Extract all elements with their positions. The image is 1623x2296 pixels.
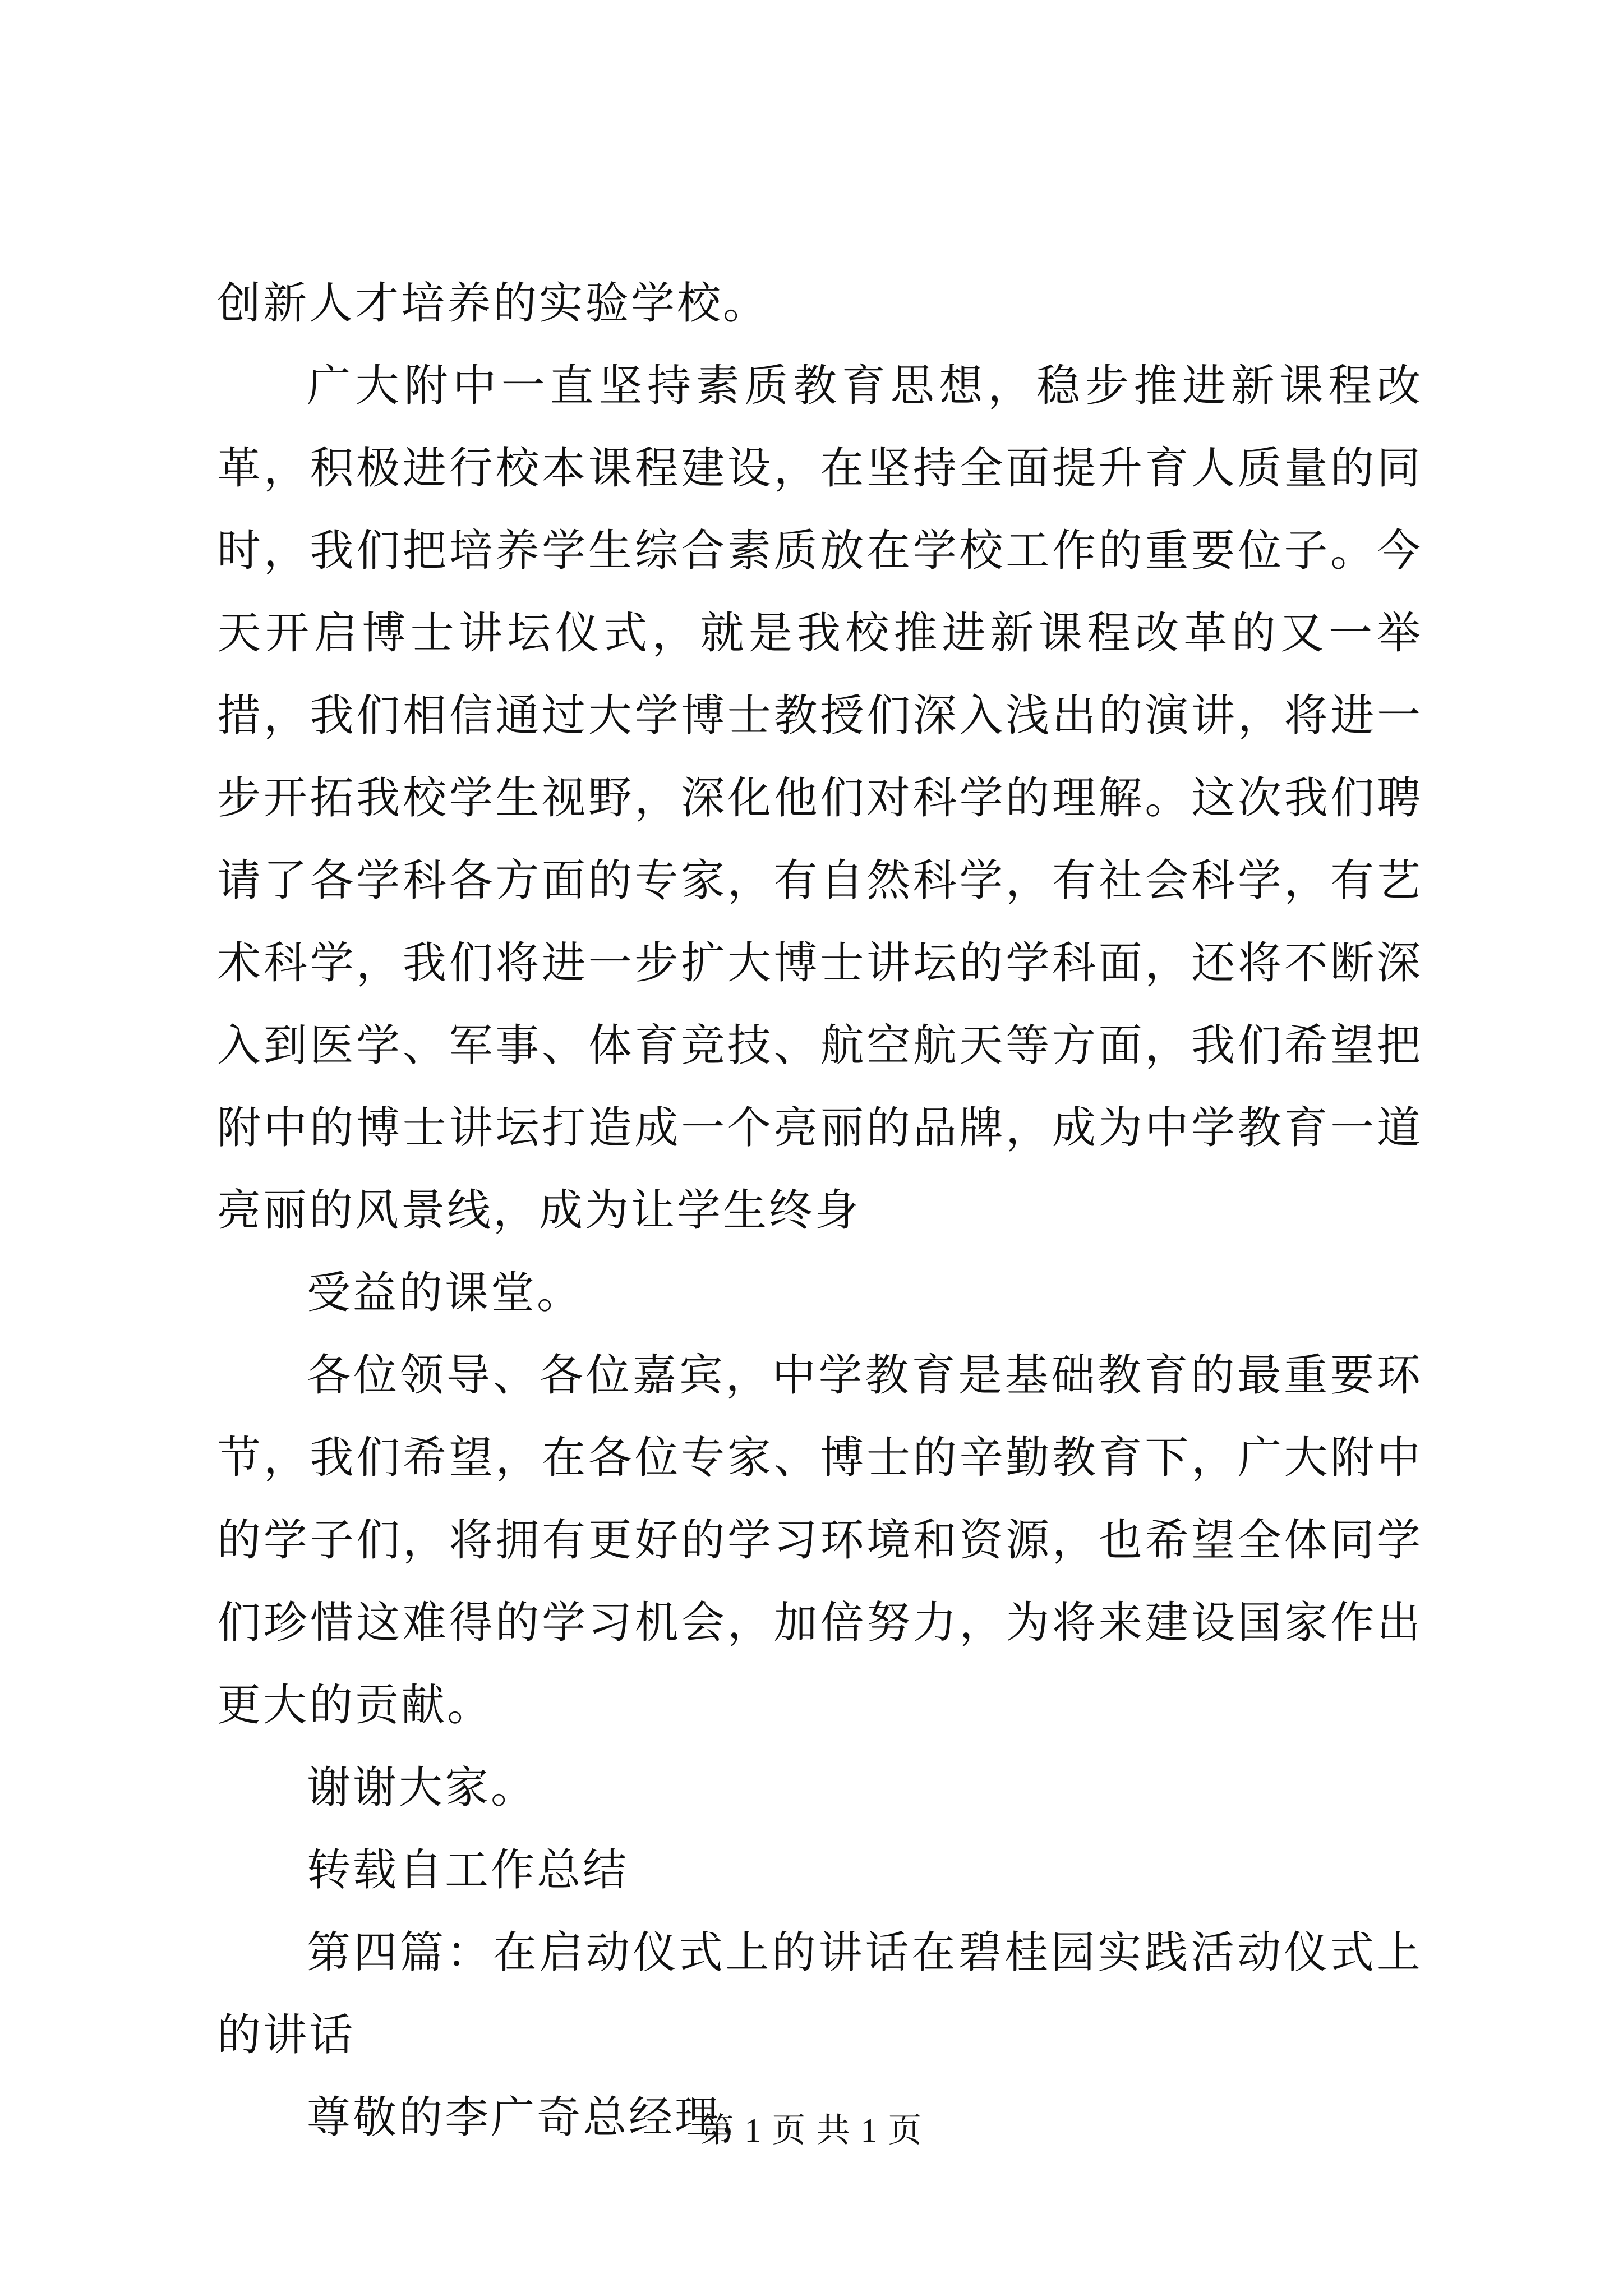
paragraph-7: 第四篇：在启动仪式上的讲话在碧桂园实践活动仪式上的讲话 <box>217 1927 1423 2060</box>
paragraph-3: 受益的课堂。 <box>307 1268 583 1318</box>
page-footer: 第 1 页 共 1 页 <box>700 2112 923 2149</box>
paragraph-6: 转载自工作总结 <box>307 1845 629 1895</box>
paragraph-8: 尊敬的李广奇总经理， <box>307 2092 767 2143</box>
paragraph-2: 广大附中一直坚持素质教育思想，稳步推进新课程改革，积极进行校本课程建设，在坚持全面提升育人质量的同时，我们把培养学生综合素质放在学校工作的重要位子。今天开启博士讲坛仪式，就是我校推进新课程改革的又一举措，我们相信通过大学博士教授们深入浅出的演讲，将进一步开拓我校学生视野，深化他们对科学的理解。这次我们聘请了各学科各方面的专家，有自然科学，有社会科学，有艺术科学，我们将进一步扩大博士讲坛的学科面，还将不断深入到医学、军事、体育竞技、航空航天等方面，我们希望把附中的博士讲坛打造成一个亮丽的品牌，成为中学教育一道亮丽的风景线，成为让学生终身 <box>217 361 1423 1236</box>
document-body <box>217 263 1423 2159</box>
paragraph-1: 创新人才培养的实验学校。 <box>217 278 769 329</box>
paragraph-4: 各位领导、各位嘉宾，中学教育是基础教育的最重要环节，我们希望，在各位专家、博士的辛勤教育下，广大附中的学子们，将拥有更好的学习环境和资源，也希望全体同学们珍惜这难得的学习机会，加倍努力，为将来建设国家作出更大的贡献。 <box>217 1350 1423 1731</box>
paragraph-5: 谢谢大家。 <box>307 1763 537 1813</box>
